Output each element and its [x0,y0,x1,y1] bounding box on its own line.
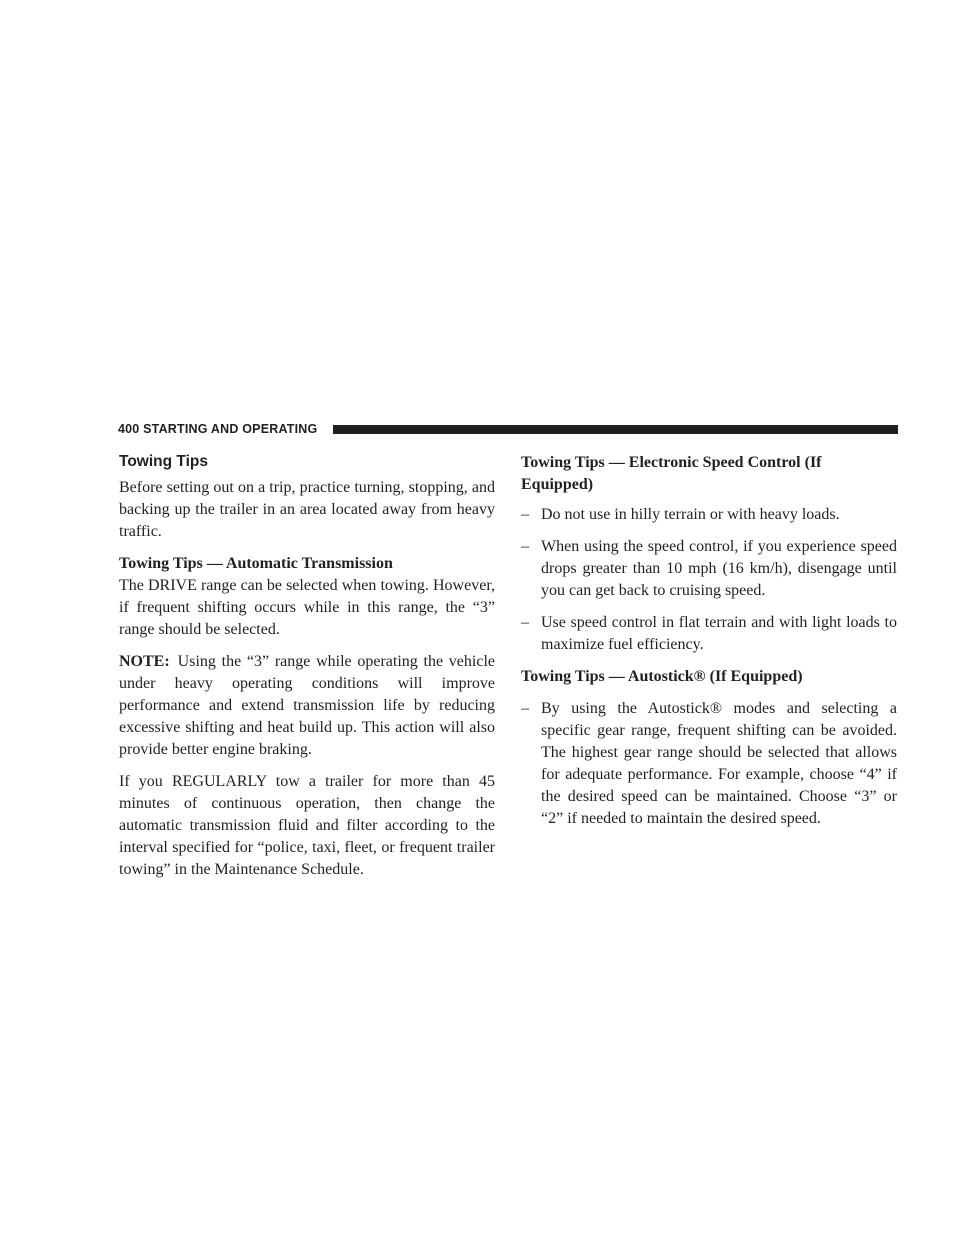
intro-paragraph: Before setting out on a trip, practice turning, stopping, and backing up the trailer in an area located away from heavy traffic. [119,479,495,540]
page-number-section-label: 400 STARTING AND OPERATING [118,422,318,436]
list-item [521,612,897,656]
autostick-list [521,698,897,830]
subhead-autostick: Towing Tips — Autostick® (If Equipped) [521,668,803,685]
dash-bullet: – [521,538,529,555]
list-item-text: By using the Autostick® modes and selecting a specific gear range, frequent shifting can be avoided. The highest gear range should be selected that allows for adequate performance. For example, choose “4” if the desired speed can be maintained. Choose “3” or “2” if needed to maintain the desired speed. [541,700,897,827]
dash-bullet: – [521,506,529,523]
header-rule [333,425,898,434]
right-column [521,452,897,840]
speed-control-list [521,504,897,656]
list-item-text: Do not use in hilly terrain or with heavy loads. [541,506,840,523]
subhead-speed-control: Towing Tips — Electronic Speed Control (If Equipped) [521,454,822,493]
list-item [521,504,897,526]
regular-towing-paragraph: If you REGULARLY tow a trailer for more than 45 minutes of continuous operation, then change the automatic transmission fluid and filter according to the interval specified for “police, taxi, fleet, or frequent trailer towing” in the Maintenance Schedule. [119,773,495,878]
left-column [119,452,495,891]
subhead-automatic-transmission: Towing Tips — Automatic Transmission [119,555,393,572]
dash-bullet: – [521,614,529,631]
drive-range-paragraph: The DRIVE range can be selected when towing. However, if frequent shifting occurs while in this range, the “3” range should be selected. [119,577,495,638]
note-text: Using the “3” range while operating the vehicle under heavy operating conditions will improve performance and extend transmission life by reducing excessive shifting and heat build up. This action will also provide better engine braking. [119,653,495,758]
note-label: NOTE: [119,653,170,670]
section-title: Towing Tips [119,453,208,470]
list-item [521,698,897,830]
dash-bullet: – [521,700,529,717]
page-header [118,420,898,440]
note-paragraph [119,651,495,761]
list-item [521,536,897,602]
list-item-text: When using the speed control, if you experience speed drops greater than 10 mph (16 km/h), disengage until you can get back to cruising speed. [541,538,897,599]
list-item-text: Use speed control in flat terrain and with light loads to maximize fuel efficiency. [541,614,897,653]
